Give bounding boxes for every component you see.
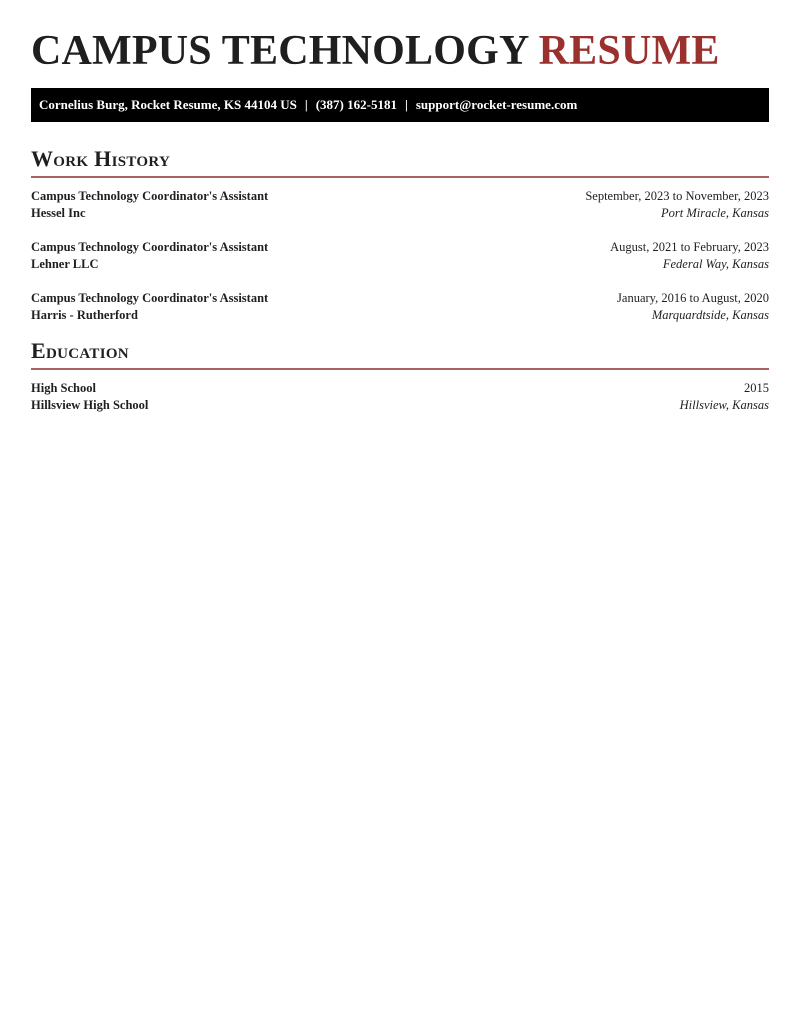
job-dates: August, 2021 to February, 2023 [610, 240, 769, 254]
job-dates: September, 2023 to November, 2023 [585, 189, 769, 203]
job-dates: January, 2016 to August, 2020 [617, 291, 769, 305]
job-location: Port Miracle, Kansas [661, 206, 769, 220]
work-history-list [31, 188, 769, 324]
job-location: Marquardtside, Kansas [651, 308, 769, 322]
work-entry [31, 188, 769, 222]
education-heading: Education [31, 338, 769, 370]
company-name: Harris - Rutherford [31, 308, 138, 322]
company-name: Hessel Inc [31, 206, 86, 220]
school-location: Hillsview, Kansas [679, 398, 769, 412]
graduation-year: 2015 [744, 381, 769, 395]
title-main: CAMPUS TECHNOLOGY [31, 28, 528, 74]
school-name: Hillsview High School [31, 398, 149, 412]
contact-address: Cornelius Burg, Rocket Resume, KS 44104 US [39, 97, 297, 112]
job-title: Campus Technology Coordinator's Assistant [31, 189, 269, 203]
title-accent: RESUME [538, 28, 720, 74]
contact-email: support@rocket-resume.com [415, 97, 578, 112]
contact-phone: (387) 162-5181 [315, 97, 397, 112]
job-title: Campus Technology Coordinator's Assistant [31, 291, 269, 305]
degree-name: High School [31, 381, 96, 395]
resume-title [31, 0, 769, 72]
job-location: Federal Way, Kansas [662, 257, 769, 271]
education-list [31, 380, 769, 414]
education-entry [31, 380, 769, 414]
work-entry [31, 290, 769, 324]
company-name: Lehner LLC [31, 257, 99, 271]
job-title: Campus Technology Coordinator's Assistant [31, 240, 269, 254]
work-history-heading: Work History [31, 146, 769, 178]
work-entry [31, 239, 769, 273]
contact-separator: | [304, 97, 308, 112]
contact-bar [31, 88, 769, 122]
contact-separator: | [404, 97, 408, 112]
